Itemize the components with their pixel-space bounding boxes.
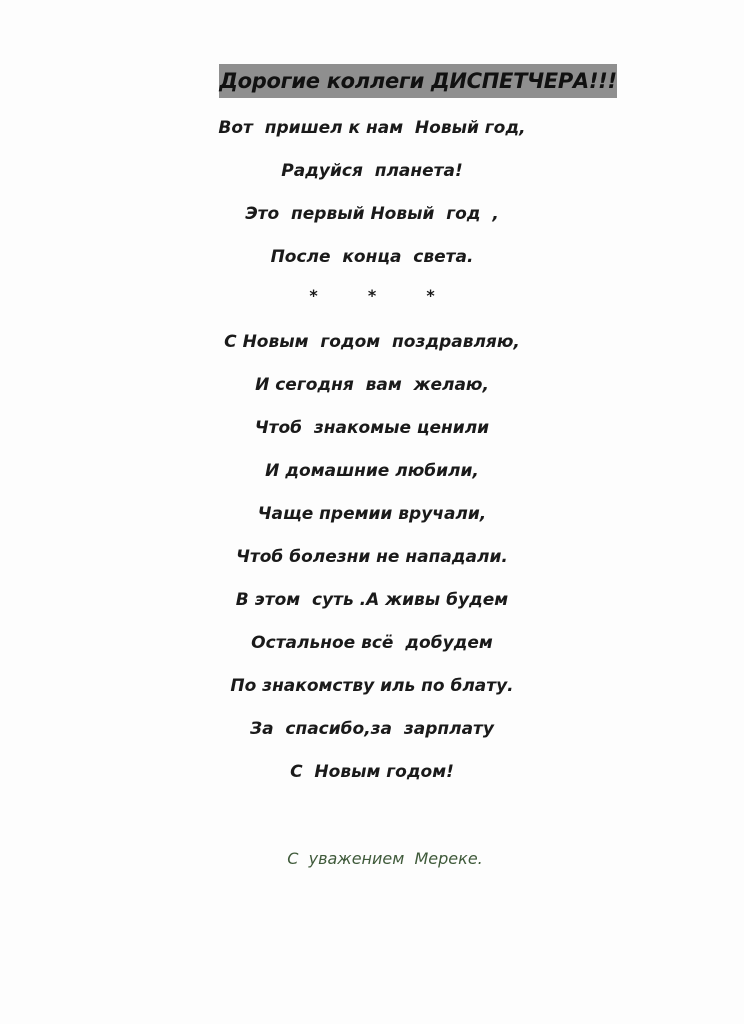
poem-line: Чаще премии вручали, — [257, 504, 487, 524]
poem-line: И сегодня вам желаю, — [255, 375, 489, 395]
poem-header: Дорогие коллеги ДИСПЕТЧЕРА!!! — [219, 64, 617, 98]
poem-line: Остальное всё добудем — [251, 633, 493, 653]
poem-line: По знакомству иль по блату. — [230, 676, 514, 696]
signature: С уважением Мереке. — [287, 849, 483, 868]
poem-line: В этом суть .А живы будем — [235, 590, 509, 610]
poem-line: Это первый Новый год , — [245, 204, 499, 224]
poem-line: С Новым годом! — [290, 762, 454, 782]
poem-line: И домашние любили, — [265, 461, 479, 481]
poem-line: Чтоб знакомые ценили — [254, 418, 490, 438]
stanza-separator: * * * — [309, 286, 435, 305]
poem-line: За спасибо,за зарплату — [250, 719, 494, 739]
poem-line: Вот пришел к нам Новый год, — [218, 118, 526, 138]
poem-line: С Новым годом поздравляю, — [224, 332, 520, 352]
poem-line: Радуйся планета! — [281, 161, 463, 181]
poem-line: После конца света. — [270, 247, 474, 267]
poem-line: Чтоб болезни не нападали. — [236, 547, 508, 567]
